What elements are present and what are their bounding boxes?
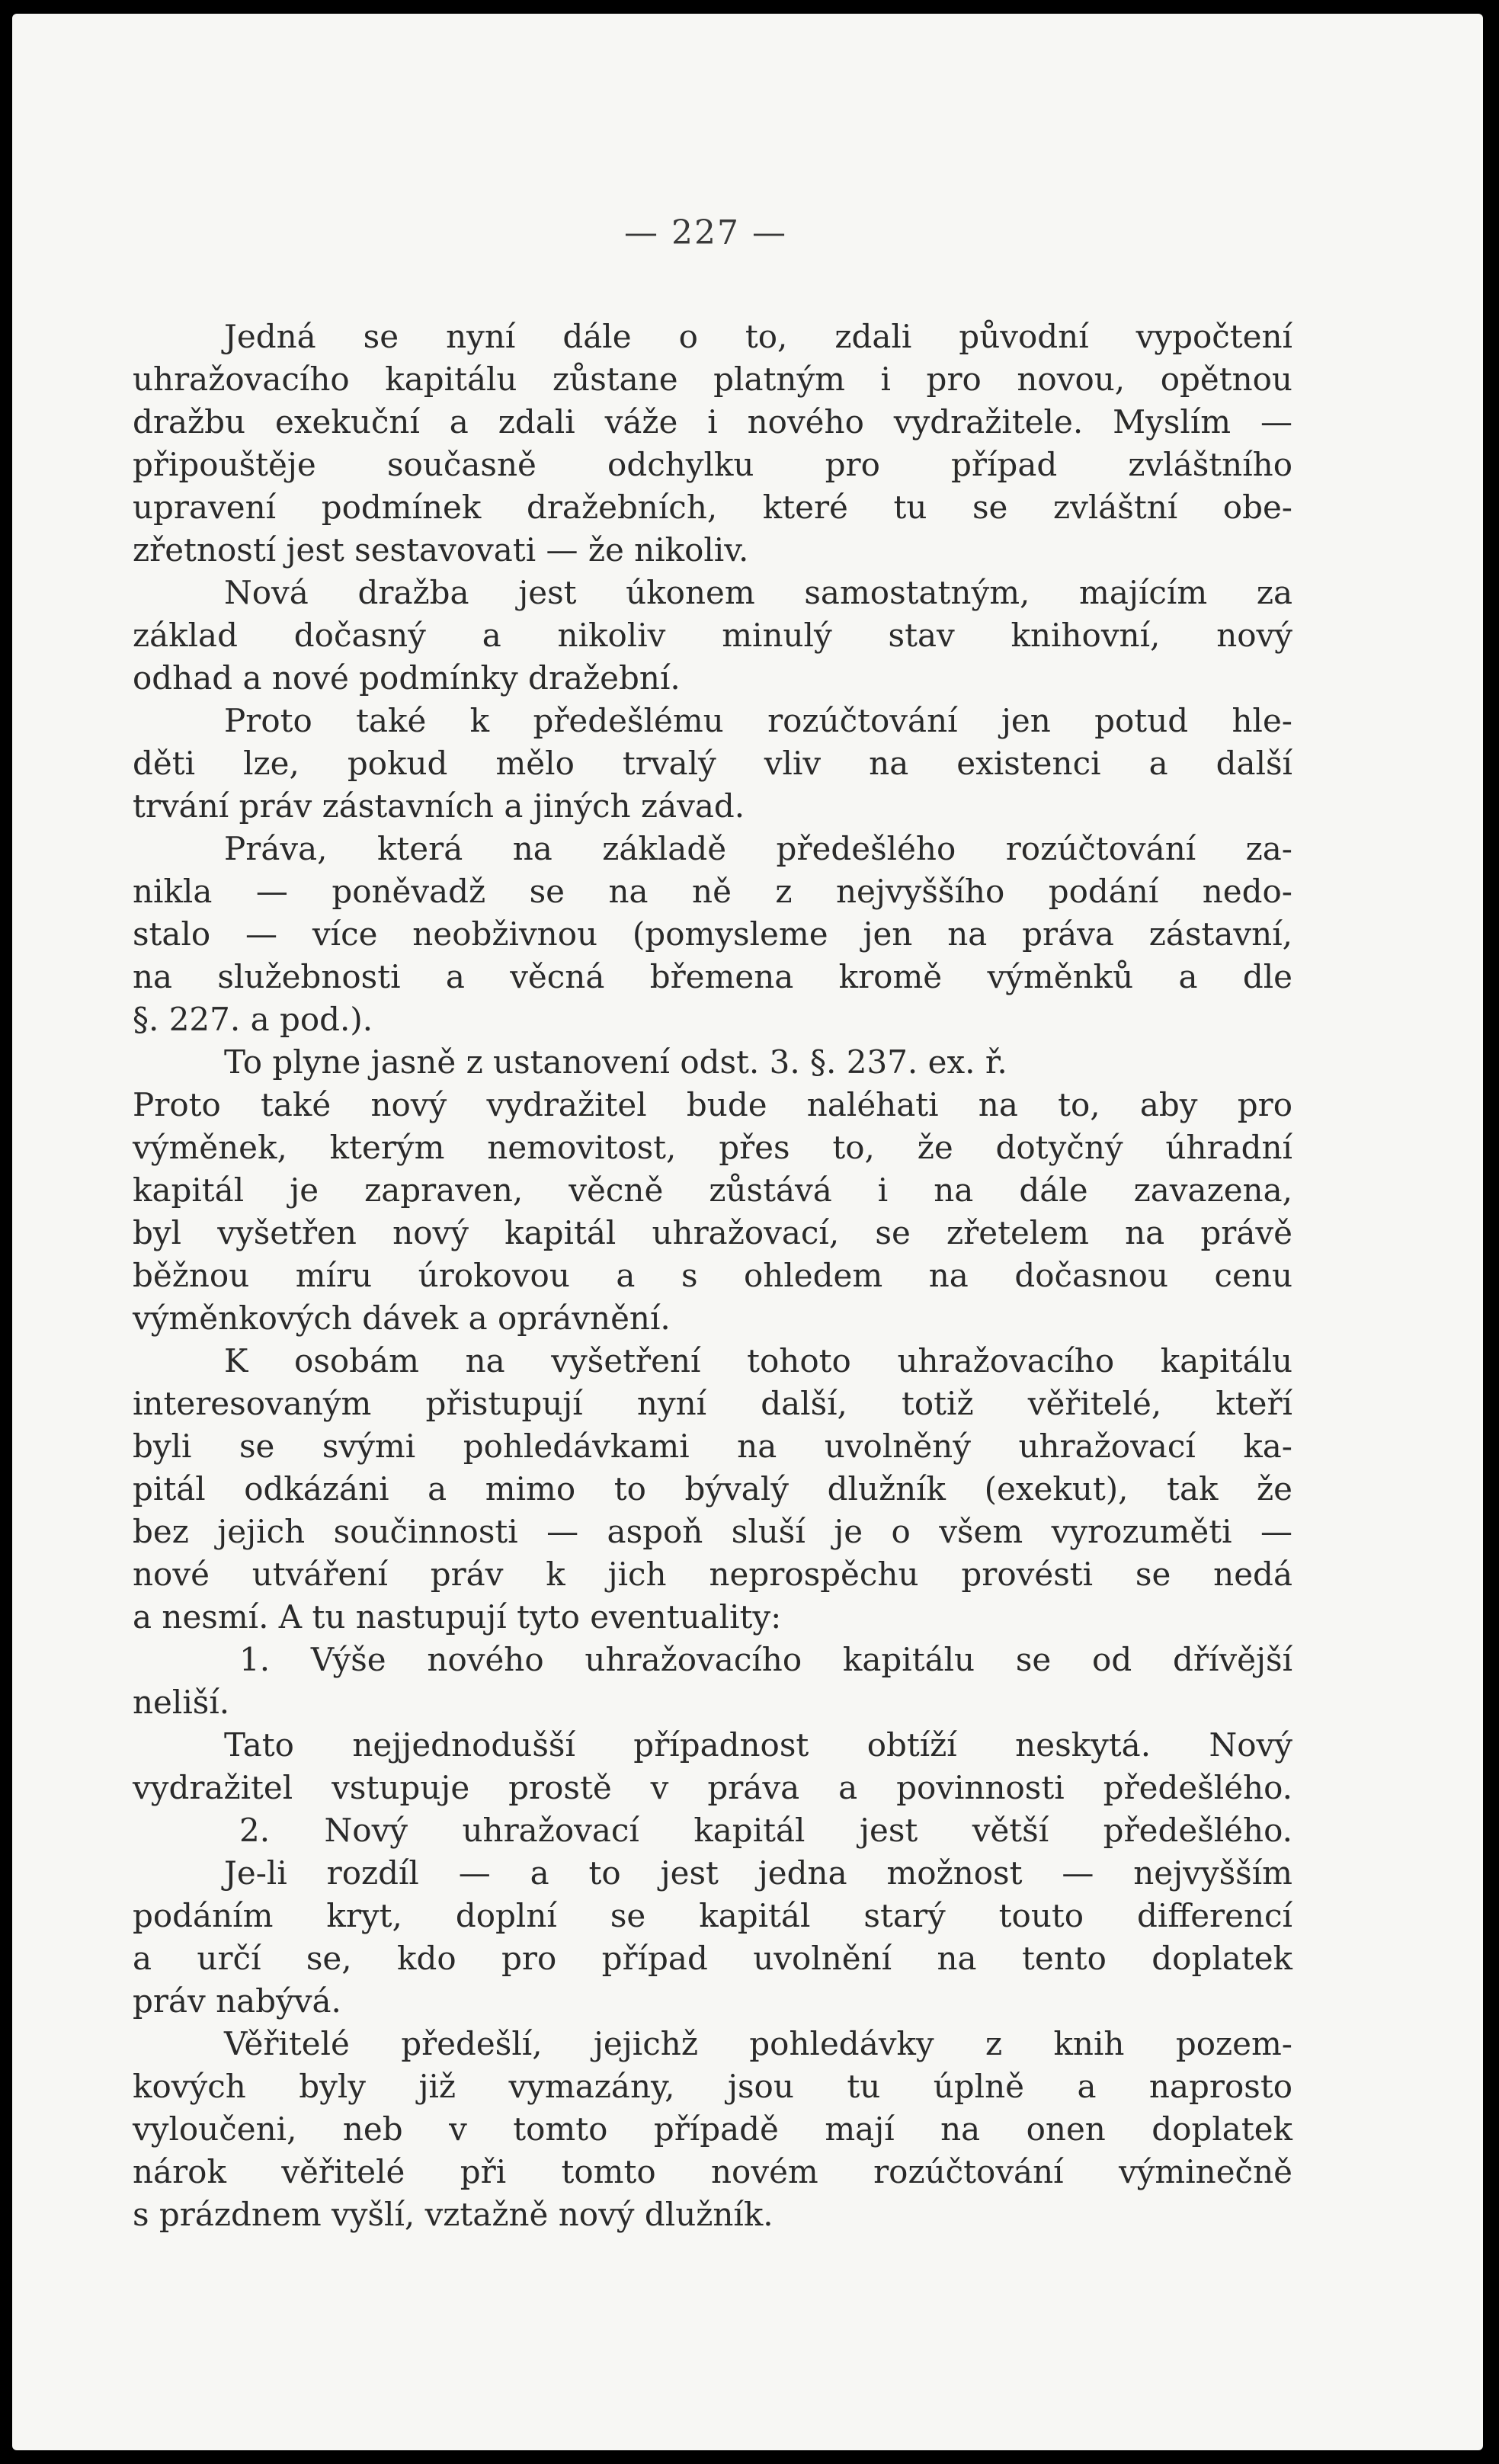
text-line: K osobám na vyšetření tohoto uhražovacího kapitálu (224, 1342, 1292, 1379)
text-line: běžnou míru úrokovou a s ohledem na dočasnou cenu (133, 1257, 1292, 1294)
text-line: a nesmí. A tu nastupují tyto eventuality: (133, 1598, 782, 1636)
book-page (12, 14, 1483, 2450)
text-line: Tato nejjednodušší případnost obtíží neskytá. Nový (224, 1726, 1292, 1764)
text-line: bez jejich součinnosti — aspoň sluší je o všem vyrozuměti — (133, 1513, 1292, 1550)
text-line: Jedná se nyní dále o to, zdali původní vypočtení (224, 318, 1292, 355)
text-line: nikla — poněvadž se na ně z nejvyššího podání nedo- (133, 873, 1292, 910)
text-line: kových byly již vymazány, jsou tu úplně a naprosto (133, 2068, 1292, 2105)
text-line: Je-li rozdíl — a to jest jedna možnost — nejvyšším (224, 1854, 1292, 1892)
text-line: nové utváření práv k jich neprospěchu provésti se nedá (133, 1556, 1292, 1593)
text-line: §. 227. a pod.). (133, 1001, 373, 1038)
body-text (133, 316, 1292, 2236)
text-line: na služebnosti a věcná břemena kromě výměnků a dle (133, 958, 1292, 995)
text-line: Práva, která na základě předešlého rozúčtování za- (224, 830, 1292, 867)
text-line: děti lze, pokud mělo trvalý vliv na existenci a další (133, 745, 1292, 782)
text-line: práv nabývá. (133, 1982, 341, 2020)
text-line: výměnkových dávek a oprávnění. (133, 1299, 671, 1337)
text-line: Proto také k předešlému rozúčtování jen potud hle- (224, 702, 1292, 739)
text-line: 2. Nový uhražovací kapitál jest větší předešlého. (239, 1812, 1292, 1849)
text-line: Věřitelé předešlí, jejichž pohledávky z knih pozem- (224, 2025, 1292, 2062)
text-line: vydražitel vstupuje prostě v práva a povinnosti předešlého. (133, 1769, 1292, 1806)
text-line: trvání práv zástavních a jiných závad. (133, 787, 745, 825)
text-line: upravení podmínek dražebních, které tu se zvláštní obe- (133, 489, 1292, 526)
text-line: 1. Výše nového uhražovacího kapitálu se od dřívější (239, 1641, 1292, 1678)
text-line: interesovaným přistupují nyní další, totiž věřitelé, kteří (133, 1385, 1292, 1422)
text-line: neliší. (133, 1684, 230, 1721)
text-line: byli se svými pohledávkami na uvolněný uhražovací ka- (133, 1427, 1292, 1465)
text-line: pitál odkázáni a mimo to bývalý dlužník (exekut), tak že (133, 1470, 1292, 1508)
page-number: — 227 — (624, 213, 787, 252)
text-line: odhad a nové podmínky dražební. (133, 659, 681, 697)
text-line: Proto také nový vydražitel bude naléhati na to, aby pro (133, 1086, 1292, 1123)
text-line: To plyne jasně z ustanovení odst. 3. §. 237. ex. ř. (224, 1043, 1007, 1081)
text-line: dražbu exekuční a zdali váže i nového vydražitele. Myslím — (133, 403, 1292, 441)
text-line: a určí se, kdo pro případ uvolnění na tento doplatek (133, 1940, 1292, 1977)
text-line: s prázdnem vyšlí, vztažně nový dlužník. (133, 2196, 774, 2233)
text-line: kapitál je zapraven, věcně zůstává i na dále zavazena, (133, 1171, 1292, 1209)
text-line: uhražovacího kapitálu zůstane platným i pro novou, opětnou (133, 360, 1292, 398)
text-line: základ dočasný a nikoliv minulý stav knihovní, nový (133, 617, 1292, 654)
text-line: zřetností jest sestavovati — že nikoliv. (133, 531, 749, 569)
text-line: byl vyšetřen nový kapitál uhražovací, se zřetelem na právě (133, 1214, 1292, 1251)
text-line: výměnek, kterým nemovitost, přes to, že dotyčný úhradní (133, 1129, 1292, 1166)
text-line: Nová dražba jest úkonem samostatným, majícím za (224, 574, 1292, 611)
text-line: stalo — více neobživnou (pomysleme jen na práva zástavní, (133, 915, 1292, 953)
text-line: připouštěje současně odchylku pro případ zvláštního (133, 446, 1292, 483)
text-line: vyloučeni, neb v tomto případě mají na onen doplatek (133, 2110, 1292, 2148)
text-line: nárok věřitelé při tomto novém rozúčtování výminečně (133, 2153, 1292, 2190)
text-line: podáním kryt, doplní se kapitál starý touto differencí (133, 1897, 1292, 1934)
